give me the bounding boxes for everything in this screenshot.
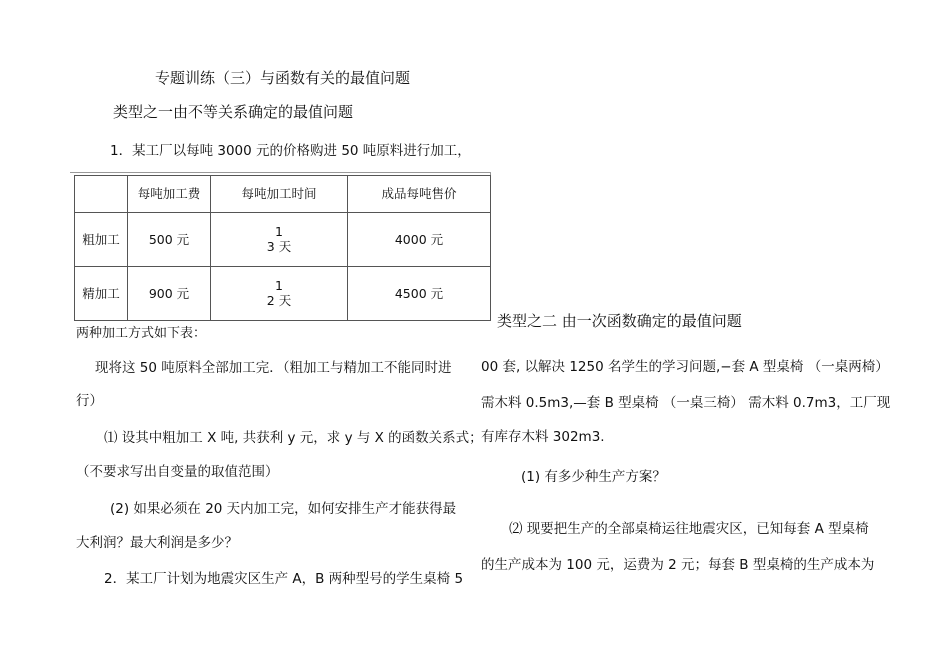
- section1-title: 类型之一由不等关系确定的最值问题: [113, 103, 354, 121]
- text-line: 行）: [76, 393, 103, 409]
- text-line: 大利润？最大利润是多少？: [76, 535, 238, 551]
- page-title: 专题训练（三）与函数有关的最值问题: [155, 69, 411, 87]
- text-line: 现将这 50 吨原料全部加工完．（粗加工与精加工不能同时进: [95, 360, 452, 376]
- cell-price: 4000 元: [348, 213, 491, 267]
- table-header-cell: [75, 176, 128, 213]
- table-header-cell: 每吨加工费: [128, 176, 211, 213]
- text-line: ⑴ 设其中粗加工 X 吨, 共获利 y 元，求 y 与 X 的函数关系式；: [104, 430, 483, 446]
- cell-fee: 900 元: [128, 267, 211, 321]
- text-line: 两种加工方式如下表：: [76, 326, 207, 341]
- time-denominator: 2 天: [266, 293, 292, 308]
- text-line: 有库存木料 302m3.: [481, 429, 605, 445]
- text-line: (1) 有多少种生产方案？: [521, 469, 666, 485]
- section2-title: 类型之二 由一次函数确定的最值问题: [497, 312, 742, 330]
- cell-time: [211, 213, 348, 267]
- text-line: 需木料 0.5m3,—套 B 型桌椅 （一桌三椅） 需木料 0.7m3，工厂现: [481, 395, 891, 411]
- text-line: ⑵ 现要把生产的全部桌椅运往地震灾区，已知每套 A 型桌椅: [509, 521, 869, 537]
- table-row: [75, 213, 491, 267]
- processing-table: [74, 175, 491, 321]
- row-label: 粗加工: [75, 213, 128, 267]
- cell-fee: 500 元: [128, 213, 211, 267]
- text-line: （不要求写出自变量的取值范围）: [76, 464, 279, 480]
- table-row: [75, 267, 491, 321]
- cell-price: 4500 元: [348, 267, 491, 321]
- table-header-cell: 成品每吨售价: [348, 176, 491, 213]
- time-numerator: 1: [275, 278, 283, 293]
- cell-time: [211, 267, 348, 321]
- text-line: 的生产成本为 100 元，运费为 2 元；每套 B 型桌椅的生产成本为: [481, 557, 875, 573]
- text-line: 2．某工厂计划为地震灾区生产 A，B 两种型号的学生桌椅 5: [104, 571, 464, 587]
- time-numerator: 1: [275, 224, 283, 239]
- question1-intro: 1．某工厂以每吨 3000 元的价格购进 50 吨原料进行加工，: [110, 143, 471, 159]
- text-line: 00 套, 以解决 1250 名学生的学习问题,−套 A 型桌椅 （一桌两椅）: [481, 359, 889, 375]
- table-header-cell: 每吨加工时间: [211, 176, 348, 213]
- row-label: 精加工: [75, 267, 128, 321]
- time-denominator: 3 天: [266, 239, 292, 254]
- text-line: (2) 如果必须在 20 天内加工完，如何安排生产才能获得最: [110, 501, 457, 517]
- table-header-row: [75, 176, 491, 213]
